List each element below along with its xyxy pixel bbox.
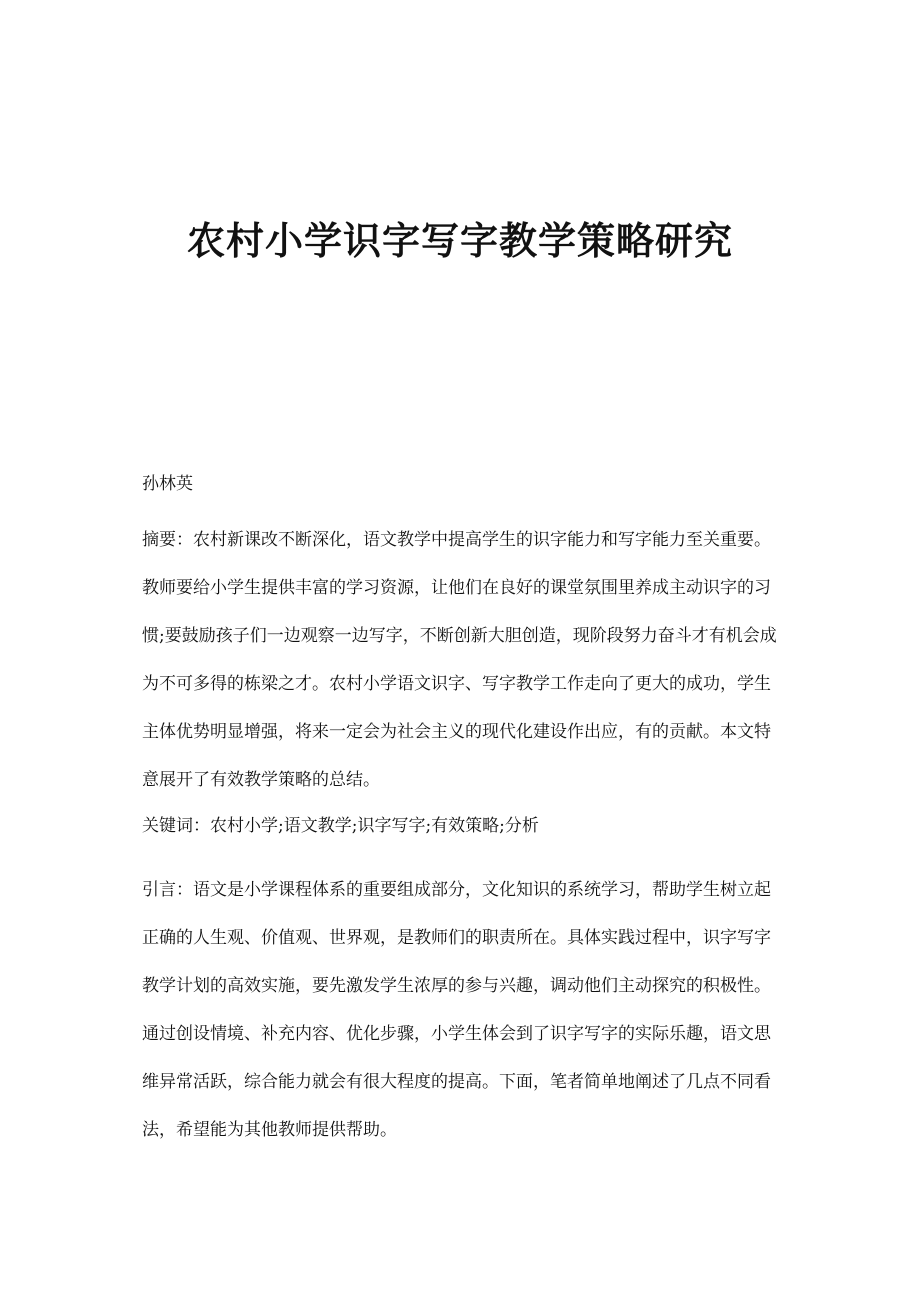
- document-title: 农村小学识字写字教学策略研究: [186, 218, 733, 263]
- abstract-paragraph: 摘要：农村新课改不断深化，语文教学中提高学生的识字能力和写字能力至关重要。教师要给小学生提供丰富的学习资源，让他们在良好的课堂氛围里养成主动识字的习惯;要鼓励孩子们一边观察一边写字，不断创新大胆创造，现阶段努力奋斗才有机会成为不可多得的栋梁之才。农村小学语文识字、写字教学工作走向了更大的成功，学生主体优势明显增强，将来一定会为社会主义的现代化建设作出应，有的贡献。本文特意展开了有效教学策略的总结。: [142, 530, 777, 790]
- author-name: 孙林英: [142, 474, 193, 494]
- keywords-line: 关键词：农村小学;语文教学;识字写字;有效策略;分析: [142, 816, 539, 836]
- intro-paragraph: 引言：语文是小学课程体系的重要组成部分，文化知识的系统学习，帮助学生树立起正确的人生观、价值观、世界观，是教师们的职责所在。具体实践过程中，识字写字教学计划的高效实施，要先激发学生浓厚的参与兴趣，调动他们主动探究的积极性。通过创设情境、补充内容、优化步骤，小学生体会到了识字写字的实际乐趣，语文思维异常活跃，综合能力就会有很大程度的提高。下面，笔者简单地阐述了几点不同看法，希望能为其他教师提供帮助。: [142, 880, 771, 1140]
